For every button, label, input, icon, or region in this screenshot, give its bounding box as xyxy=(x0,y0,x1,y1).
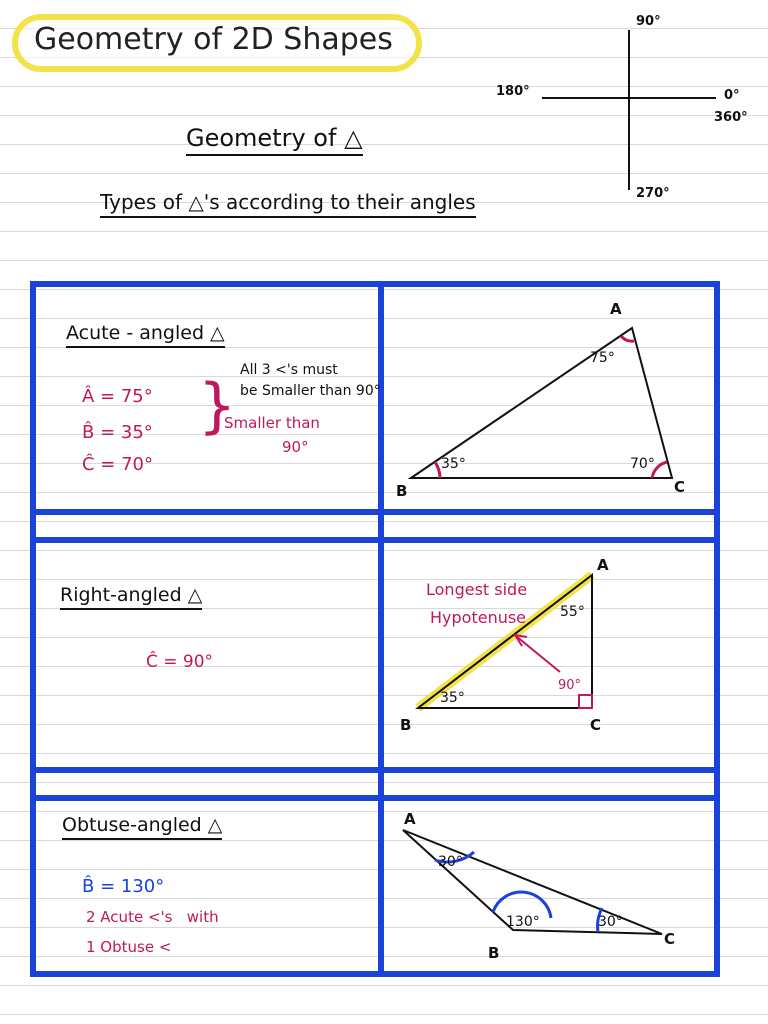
acute-note-line2: be Smaller than 90° xyxy=(240,383,381,399)
compass-top: 90° xyxy=(636,14,661,29)
obtuse-vertex-a: A xyxy=(404,810,416,828)
page-title: Geometry of 2D Shapes xyxy=(34,22,393,57)
obtuse-line2: 2 Acute <'s with xyxy=(86,908,219,926)
acute-angle-c-value: Ĉ = 70° xyxy=(82,454,153,475)
compass-left: 180° xyxy=(496,84,530,99)
acute-angle-a-arc xyxy=(621,336,634,341)
compass-right-360: 360° xyxy=(714,110,748,125)
acute-note-line1: All 3 <'s must xyxy=(240,362,338,378)
obtuse-label: Obtuse-angled △ xyxy=(62,814,222,836)
obtuse-deg-b: 130° xyxy=(506,914,540,930)
acute-bracket-line2: 90° xyxy=(282,438,309,456)
right-deg-a: 55° xyxy=(560,604,585,620)
acute-angle-b-value: B̂ = 35° xyxy=(82,422,153,443)
acute-angle-b-arc xyxy=(435,462,440,478)
sub-heading: Types of △'s according to their angles xyxy=(100,190,476,214)
compass-right-0: 0° xyxy=(724,88,740,103)
right-label: Right-angled △ xyxy=(60,584,202,606)
obtuse-deg-c: 30° xyxy=(598,914,623,930)
obtuse-deg-a: 30° xyxy=(438,854,463,870)
right-note-line1: Longest side xyxy=(426,580,528,599)
acute-angle-a-value: Â = 75° xyxy=(82,386,153,407)
obtuse-line3: 1 Obtuse < xyxy=(86,938,172,956)
right-angle-c-value: Ĉ = 90° xyxy=(146,652,214,672)
right-deg-c: 90° xyxy=(558,678,582,693)
acute-vertex-b: B xyxy=(396,482,408,500)
right-vertex-b: B xyxy=(400,716,412,734)
acute-deg-b: 35° xyxy=(441,456,466,472)
acute-vertex-a: A xyxy=(610,300,622,318)
acute-deg-c: 70° xyxy=(630,456,655,472)
right-vertex-c: C xyxy=(590,716,602,734)
acute-label: Acute - angled △ xyxy=(66,322,225,344)
right-angle-marker xyxy=(579,695,592,708)
obtuse-vertex-c: C xyxy=(664,930,676,948)
main-heading: Geometry of △ xyxy=(186,124,363,152)
obtuse-angle-b-value: B̂ = 130° xyxy=(82,876,165,897)
obtuse-vertex-b: B xyxy=(488,944,500,962)
right-deg-b: 35° xyxy=(440,690,465,706)
right-vertex-a: A xyxy=(597,556,609,574)
acute-vertex-c: C xyxy=(674,478,686,496)
hypotenuse-arrow-line xyxy=(516,636,560,672)
acute-deg-a: 75° xyxy=(590,350,615,366)
acute-bracket-line1: Smaller than xyxy=(224,414,320,432)
acute-bracket: } xyxy=(198,371,237,441)
right-note-line2: Hypotenuse xyxy=(430,608,527,627)
compass-bottom: 270° xyxy=(636,186,670,201)
